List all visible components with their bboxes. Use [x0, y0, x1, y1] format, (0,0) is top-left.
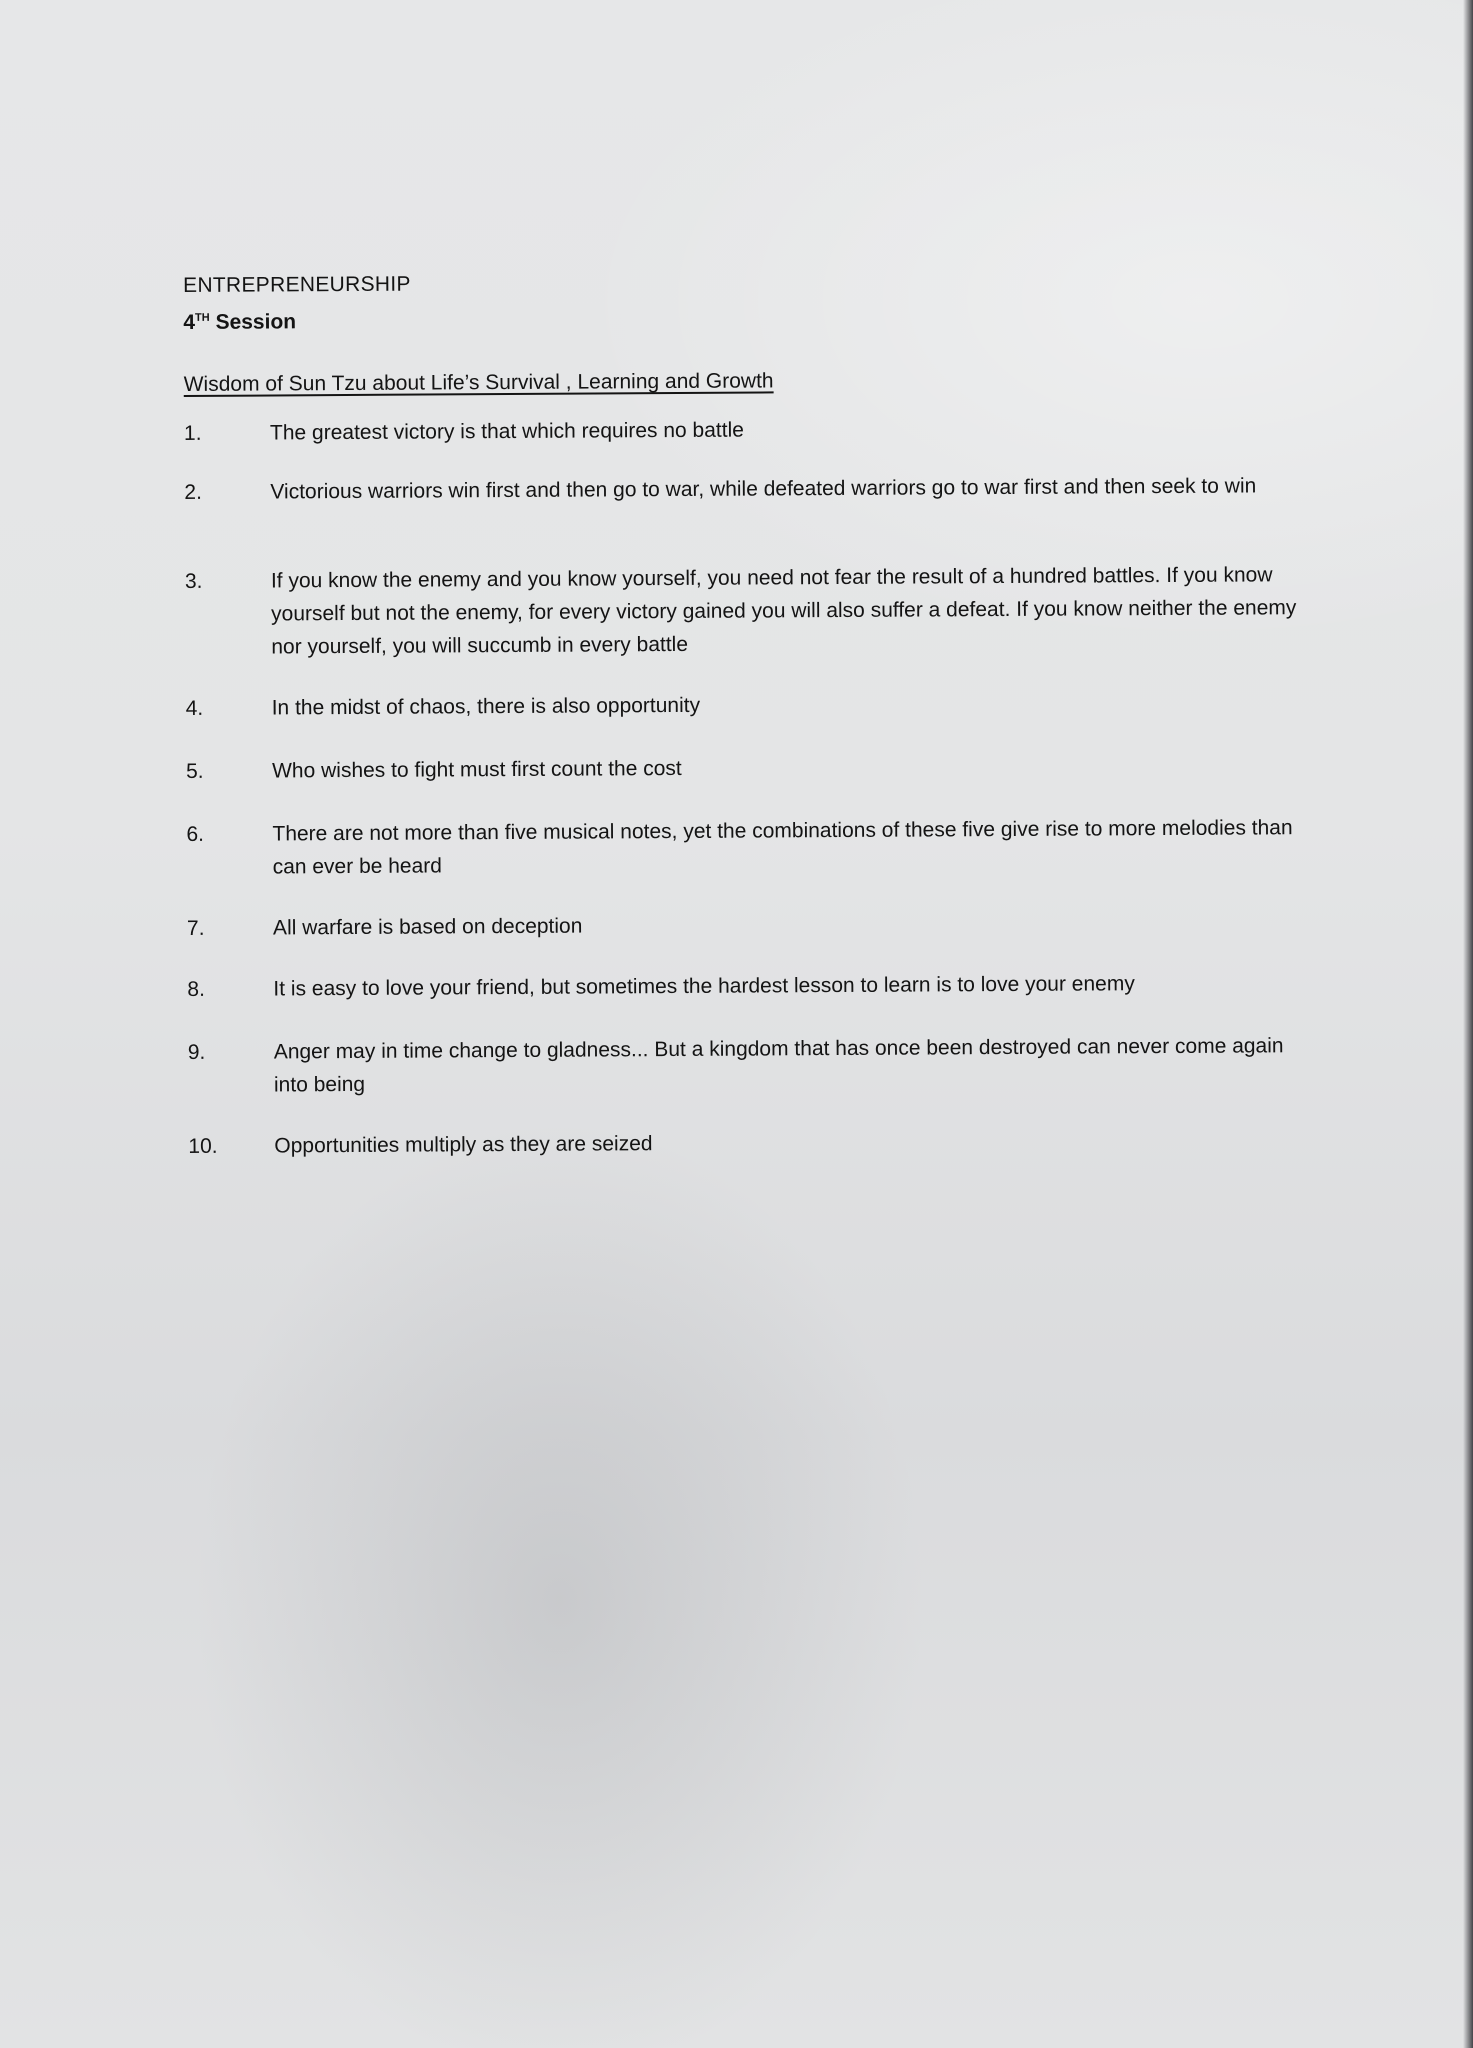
list-item	[184, 410, 1304, 450]
item-number: 3.	[184, 569, 203, 593]
item-number: 4.	[185, 696, 204, 720]
list-item	[185, 558, 1306, 664]
list-item	[187, 905, 1307, 945]
item-number: 8.	[187, 977, 205, 1001]
item-number: 6.	[186, 822, 205, 846]
list-item	[188, 1029, 1308, 1102]
session-number: 4	[183, 310, 196, 334]
item-text: Victorious warriors win first and then go to war, while defeated warriors go to war first and then seek to win	[270, 474, 1257, 504]
item-number: 10.	[188, 1134, 218, 1158]
page-heading: Wisdom of Sun Tzu about Life’s Survival , Learning and Growth	[183, 369, 774, 396]
course-title: ENTREPRENEURSHIP	[183, 272, 411, 297]
list-item	[188, 1123, 1308, 1163]
item-text: Who wishes to fight must first count the cost	[271, 756, 682, 783]
item-number: 1.	[183, 421, 202, 445]
item-text: In the midst of chaos, there is also opportunity	[271, 693, 701, 720]
item-number: 2.	[184, 480, 202, 504]
item-text: If you know the enemy and you know yourself, you need not fear the result of a hundred battles. If you know yourself but not the enemy, for every victory gained you will also suffer a defeat. If you know neither the enemy nor yourself, you will succumb in every battle	[270, 563, 1297, 659]
item-text: Anger may in time change to gladness... But a kingdom that has once been destroyed can never come again into being	[273, 1034, 1284, 1097]
item-text: It is easy to love your friend, but sometimes the hardest lesson to learn is to love your enemy	[273, 972, 1135, 1001]
quote-list	[184, 410, 1309, 1163]
list-item	[186, 748, 1306, 788]
session-suffix: TH	[194, 311, 210, 324]
list-item	[187, 966, 1307, 1006]
item-text: Opportunities multiply as they are seized	[274, 1132, 653, 1158]
item-number: 7.	[186, 916, 205, 940]
item-text: The greatest victory is that which requires no battle	[269, 418, 744, 445]
document-body	[183, 263, 1308, 1163]
item-text: All warfare is based on deception	[272, 914, 583, 940]
item-text: There are not more than five musical notes, yet the combinations of these five give rise to more melodies than can ever be heard	[272, 816, 1293, 879]
session-word: Session	[215, 310, 297, 334]
list-item	[186, 685, 1306, 725]
page-edge-shadow	[1463, 0, 1473, 2048]
list-item	[186, 811, 1306, 884]
list-item	[184, 469, 1304, 509]
session-label	[183, 295, 1303, 339]
item-number: 9.	[187, 1040, 206, 1064]
item-number: 5.	[185, 759, 204, 783]
